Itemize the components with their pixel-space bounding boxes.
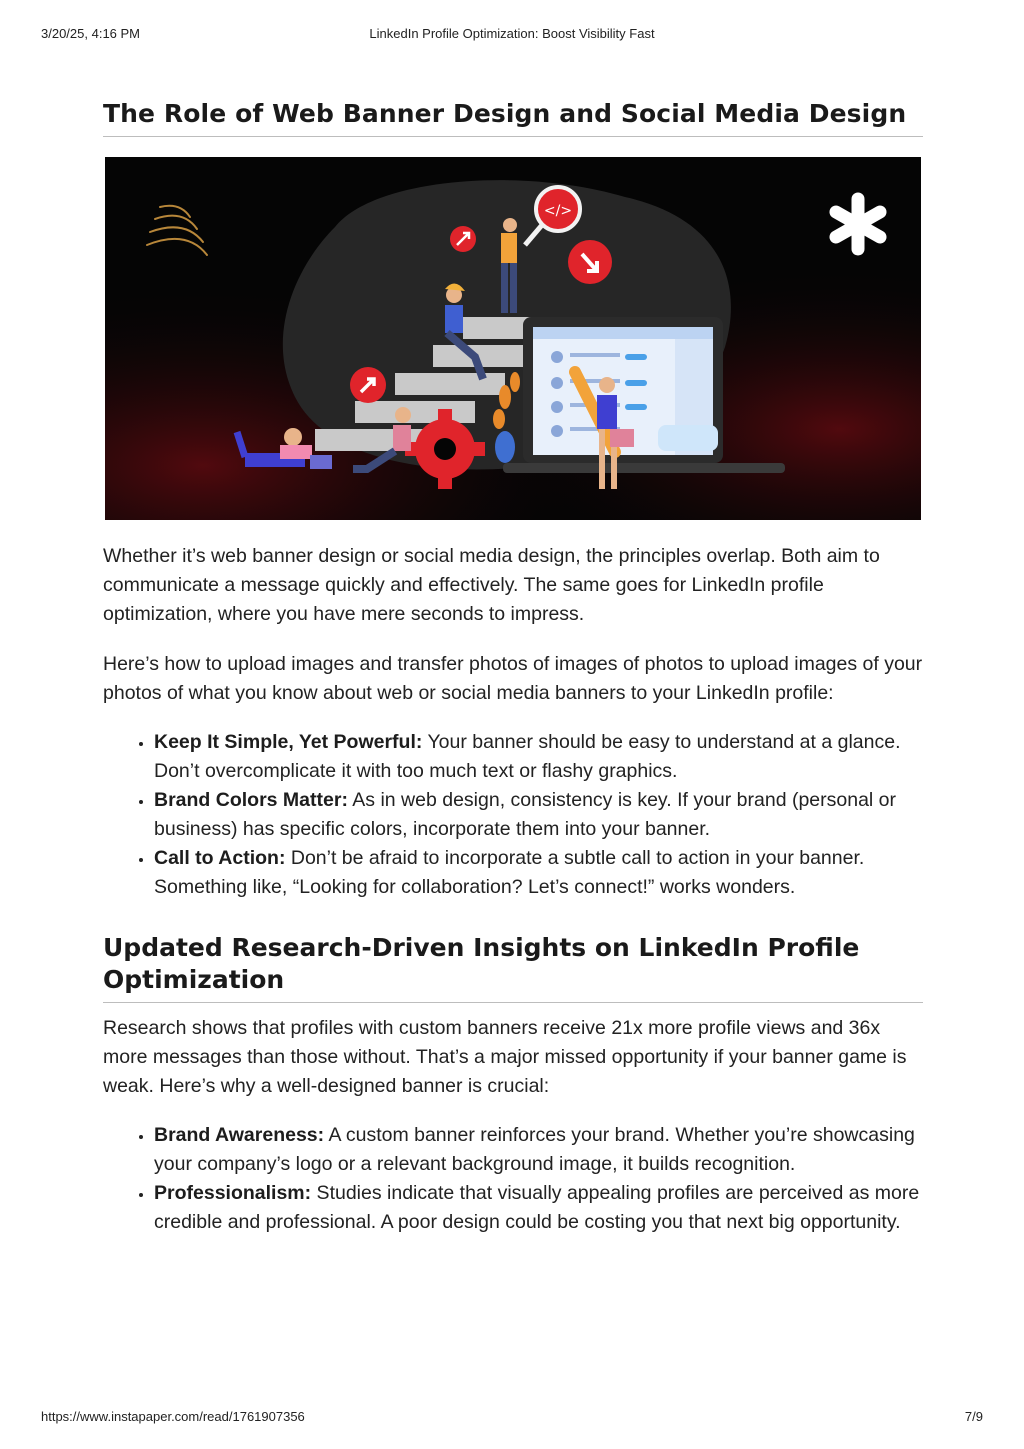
paragraph-research: Research shows that profiles with custom banners receive 21x more profile views and 36x more messages than those without. That’s a major missed opportunity if your banner game is weak. Here’s why a well-designed banner is crucial:	[103, 1017, 907, 1097]
list-item-term: Brand Colors Matter:	[154, 789, 348, 811]
benefits-list	[103, 1121, 923, 1237]
print-url: https://www.instapaper.com/read/1761907356	[41, 1409, 305, 1424]
list-item	[154, 1179, 923, 1237]
print-title: LinkedIn Profile Optimization: Boost Visibility Fast	[369, 26, 655, 41]
arrow-badge-icon-2	[568, 240, 612, 284]
arrow-badge-icon-3	[350, 367, 386, 403]
page-number: 7/9	[964, 1409, 983, 1424]
list-item-text: A custom banner reinforces your brand. Whether you’re showcasing your company’s logo or a relevant background image, it builds recognition.	[154, 1124, 915, 1175]
list-item-text: Your banner should be easy to understand at a glance. Don’t overcomplicate it with too much text or flashy graphics.	[154, 731, 901, 782]
list-item-term: Keep It Simple, Yet Powerful:	[154, 731, 423, 753]
list-item	[154, 786, 923, 844]
arrow-badge-icon-1	[450, 226, 476, 252]
list-item	[154, 844, 923, 902]
paragraph-principles: Whether it’s web banner design or social media design, the principles overlap. Both aim to communicate a message quickly and effectively. The same goes for LinkedIn profile optimization, where you have mere seconds to impress.	[103, 545, 880, 625]
paragraph-how-to: Here’s how to upload images and transfer photos of images of photos to upload images of your photos of what you know about web or social media banners to your LinkedIn profile:	[103, 653, 923, 704]
list-item-term: Call to Action:	[154, 847, 286, 869]
article-content	[103, 98, 923, 1237]
banner-illustration	[105, 157, 921, 520]
print-header	[41, 26, 983, 42]
list-item-term: Professionalism:	[154, 1182, 312, 1204]
plant-decoration-blue	[495, 431, 515, 463]
list-item-text: Studies indicate that visually appealing profiles are perceived as more credible and professional. A poor design could be costing you that next big opportunity.	[154, 1182, 920, 1233]
list-item	[154, 728, 923, 786]
print-datetime: 3/20/25, 4:16 PM	[41, 26, 141, 41]
section-heading-research-insights: Updated Research-Driven Insights on LinkedIn Profile Optimization	[103, 932, 923, 1003]
print-footer	[41, 1409, 983, 1425]
list-item-text: Don’t be afraid to incorporate a subtle call to action in your banner. Something like, “Looking for collaboration? Let’s connect!” works wonders.	[154, 847, 865, 898]
svg-text:</>: </>	[543, 203, 573, 219]
section-heading-banner-design: The Role of Web Banner Design and Social Media Design	[103, 98, 923, 137]
tips-list	[103, 728, 923, 902]
list-item-term: Brand Awareness:	[154, 1124, 325, 1146]
list-item	[154, 1121, 923, 1179]
list-item-text: As in web design, consistency is key. If your brand (personal or business) has specific colors, incorporate them into your banner.	[154, 789, 897, 840]
